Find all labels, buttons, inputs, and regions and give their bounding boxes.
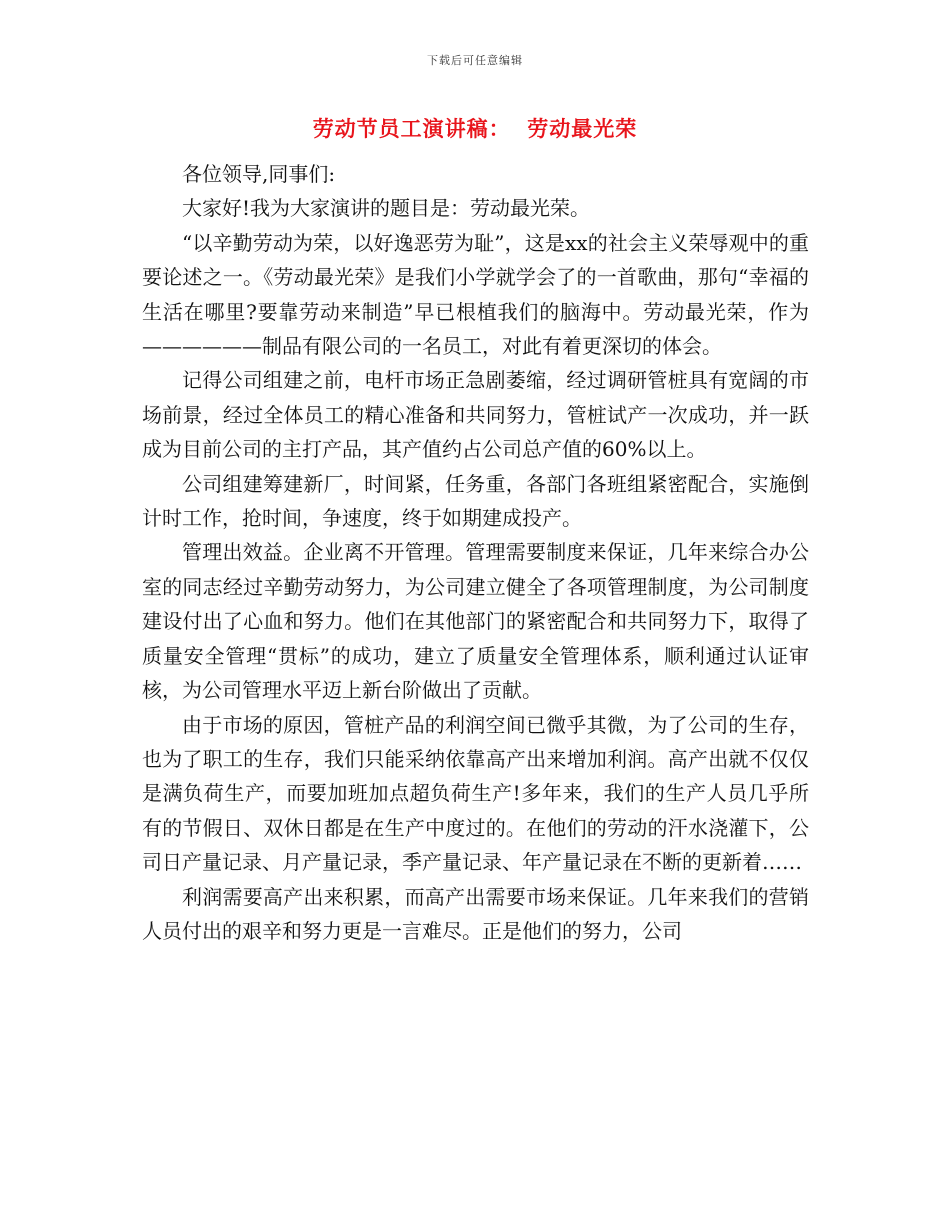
paragraph-opening: 大家好!我为大家演讲的题目是：劳动最光荣。 bbox=[182, 196, 591, 221]
paragraph: 记得公司组建之前，电杆市场正急剧萎缩，经过调研管桩具有宽阔的市场前景，经过全体员工的精心准备和共同努力，管桩试产一次成功，并一跃成为目前公司的主打产品，其产值约占公司总产值的60%以上。 bbox=[142, 368, 809, 462]
paragraph: 利润需要高产出来积累，而高产出需要市场来保证。几年来我们的营销人员付出的艰辛和努力更是一言难尽。正是他们的努力，公司 bbox=[142, 884, 809, 943]
document-body bbox=[142, 157, 809, 948]
paragraph: 由于市场的原因，管桩产品的利润空间已微乎其微，为了公司的生存，也为了职工的生存，我们只能采纳依靠高产出来增加利润。高产出就不仅仅是满负荷生产，而要加班加点超负荷生产!多年来，我们的生产人员几乎所有的节假日、双休日都是在生产中度过的。在他们的劳动的汗水浇灌下，公司日产量记录、月产量记录，季产量记录、年产量记录在不断的更新着…… bbox=[142, 712, 809, 875]
paragraph: 公司组建筹建新厂，时间紧，任务重，各部门各班组紧密配合，实施倒计时工作，抢时间，争速度，终于如期建成投产。 bbox=[142, 471, 809, 531]
paragraph: “以辛勤劳动为荣，以好逸恶劳为耻”，这是xx的社会主义荣辱观中的重要论述之一。《劳动最光荣》是我们小学就学会了的一首歌曲，那句“幸福的生活在哪里?要靠劳动来制造”早已根植我们的脑海中。劳动最光荣，作为——————制品有限公司的一名员工，对此有着更深切的体会。 bbox=[142, 230, 809, 359]
paragraph-greeting: 各位领导,同事们: bbox=[182, 162, 336, 186]
paragraph: 管理出效益。企业离不开管理。管理需要制度来保证，几年来综合办公室的同志经过辛勤劳动努力，为公司建立健全了各项管理制度，为公司制度建设付出了心血和努力。他们在其他部门的紧密配合和共同努力下，取得了质量安全管理“贯标”的成功，建立了质量安全管理体系，顺利通过认证审核，为公司管理水平迈上新台阶做出了贡献。 bbox=[142, 540, 809, 703]
header-note: 下载后可任意编辑 bbox=[427, 54, 523, 67]
document-title: 劳动节员工演讲稿： 劳动最光荣 bbox=[312, 117, 638, 141]
